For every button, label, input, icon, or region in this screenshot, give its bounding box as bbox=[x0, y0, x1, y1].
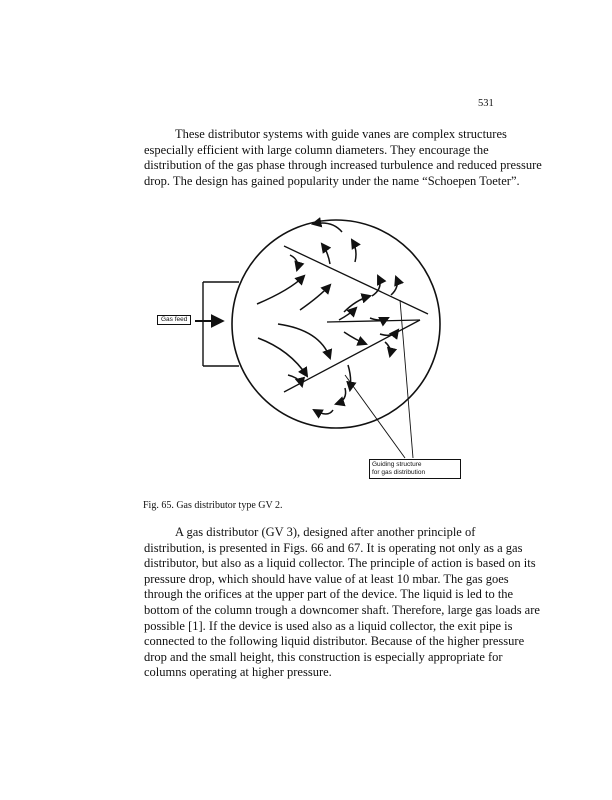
flow-arrow bbox=[258, 338, 307, 376]
flow-arrow bbox=[344, 332, 366, 344]
flow-arrow bbox=[391, 277, 397, 295]
flow-arrow bbox=[344, 296, 370, 312]
flow-arrow bbox=[336, 388, 346, 404]
leader-lines bbox=[345, 300, 413, 458]
flow-arrow bbox=[322, 244, 330, 264]
paragraph-2-line: connected to the following liquid distributor. Because of the higher pressure bbox=[144, 634, 525, 649]
guiding-label-line: Guiding structure bbox=[372, 461, 422, 468]
paragraph-2 bbox=[144, 525, 540, 681]
flow-arrow bbox=[348, 365, 351, 390]
flow-arrow bbox=[339, 308, 356, 320]
flow-arrow bbox=[288, 375, 302, 386]
flow-arrow bbox=[370, 318, 388, 320]
guiding-label-line: for gas distribution bbox=[372, 469, 426, 476]
paragraph-2-line: columns operating at higher pressure. bbox=[144, 665, 332, 680]
flow-arrow bbox=[300, 285, 330, 310]
paragraph-2-line: distribution, is presented in Figs. 66 and 67. It is operating not only as a gas bbox=[144, 540, 523, 555]
paragraph-2-line: bottom of the column trough a downcomer shaft. Therefore, large gas loads are bbox=[144, 602, 540, 617]
paragraph-1-line: distribution of the gas phase through increased turbulence and reduced pressure bbox=[144, 158, 542, 173]
flow-arrow bbox=[385, 342, 390, 356]
guiding-structure-label bbox=[369, 459, 461, 479]
paragraph-1-line: especially efficient with large column diameters. They encourage the bbox=[144, 142, 489, 157]
paragraph-1-line: drop. The design has gained popularity under the name “Schoepen Toeter”. bbox=[144, 173, 520, 188]
gas-feed-label bbox=[157, 315, 191, 325]
flow-arrow bbox=[257, 276, 304, 304]
flow-arrows bbox=[257, 223, 398, 414]
paragraph-2-line: A gas distributor (GV 3), designed after another principle of bbox=[175, 525, 476, 539]
figure-caption: Fig. 65. Gas distributor type GV 2. bbox=[143, 500, 283, 511]
flow-arrow bbox=[352, 240, 356, 262]
flow-arrow bbox=[313, 223, 342, 232]
flow-arrow bbox=[290, 255, 298, 270]
gas-feed-label-text: Gas feed bbox=[161, 316, 188, 323]
flow-arrow bbox=[372, 276, 380, 296]
flow-arrow bbox=[380, 330, 398, 335]
paragraph-2-line: pressure drop, which should have value of at least 10 mbar. The gas goes bbox=[144, 571, 509, 586]
paragraph-2-line: through the orifices at the upper part of the device. The liquid is led to the bbox=[144, 587, 514, 602]
column-shell bbox=[232, 220, 440, 428]
page-number: 531 bbox=[478, 98, 494, 109]
paragraph-2-line: possible [1]. If the device is used also as a liquid collector, the exit pipe is bbox=[144, 618, 513, 633]
flow-arrow bbox=[314, 410, 333, 414]
paragraph-1-line: These distributor systems with guide vanes are complex structures bbox=[175, 127, 507, 141]
paragraph-2-line: distributor, but also as a liquid collector. The principle of action is based on its bbox=[144, 556, 536, 571]
paragraph-2-line: drop and the small height, this construction is especially appropriate for bbox=[144, 649, 503, 664]
gas-inlet-nozzle bbox=[203, 282, 239, 366]
guiding-structure bbox=[284, 246, 428, 392]
